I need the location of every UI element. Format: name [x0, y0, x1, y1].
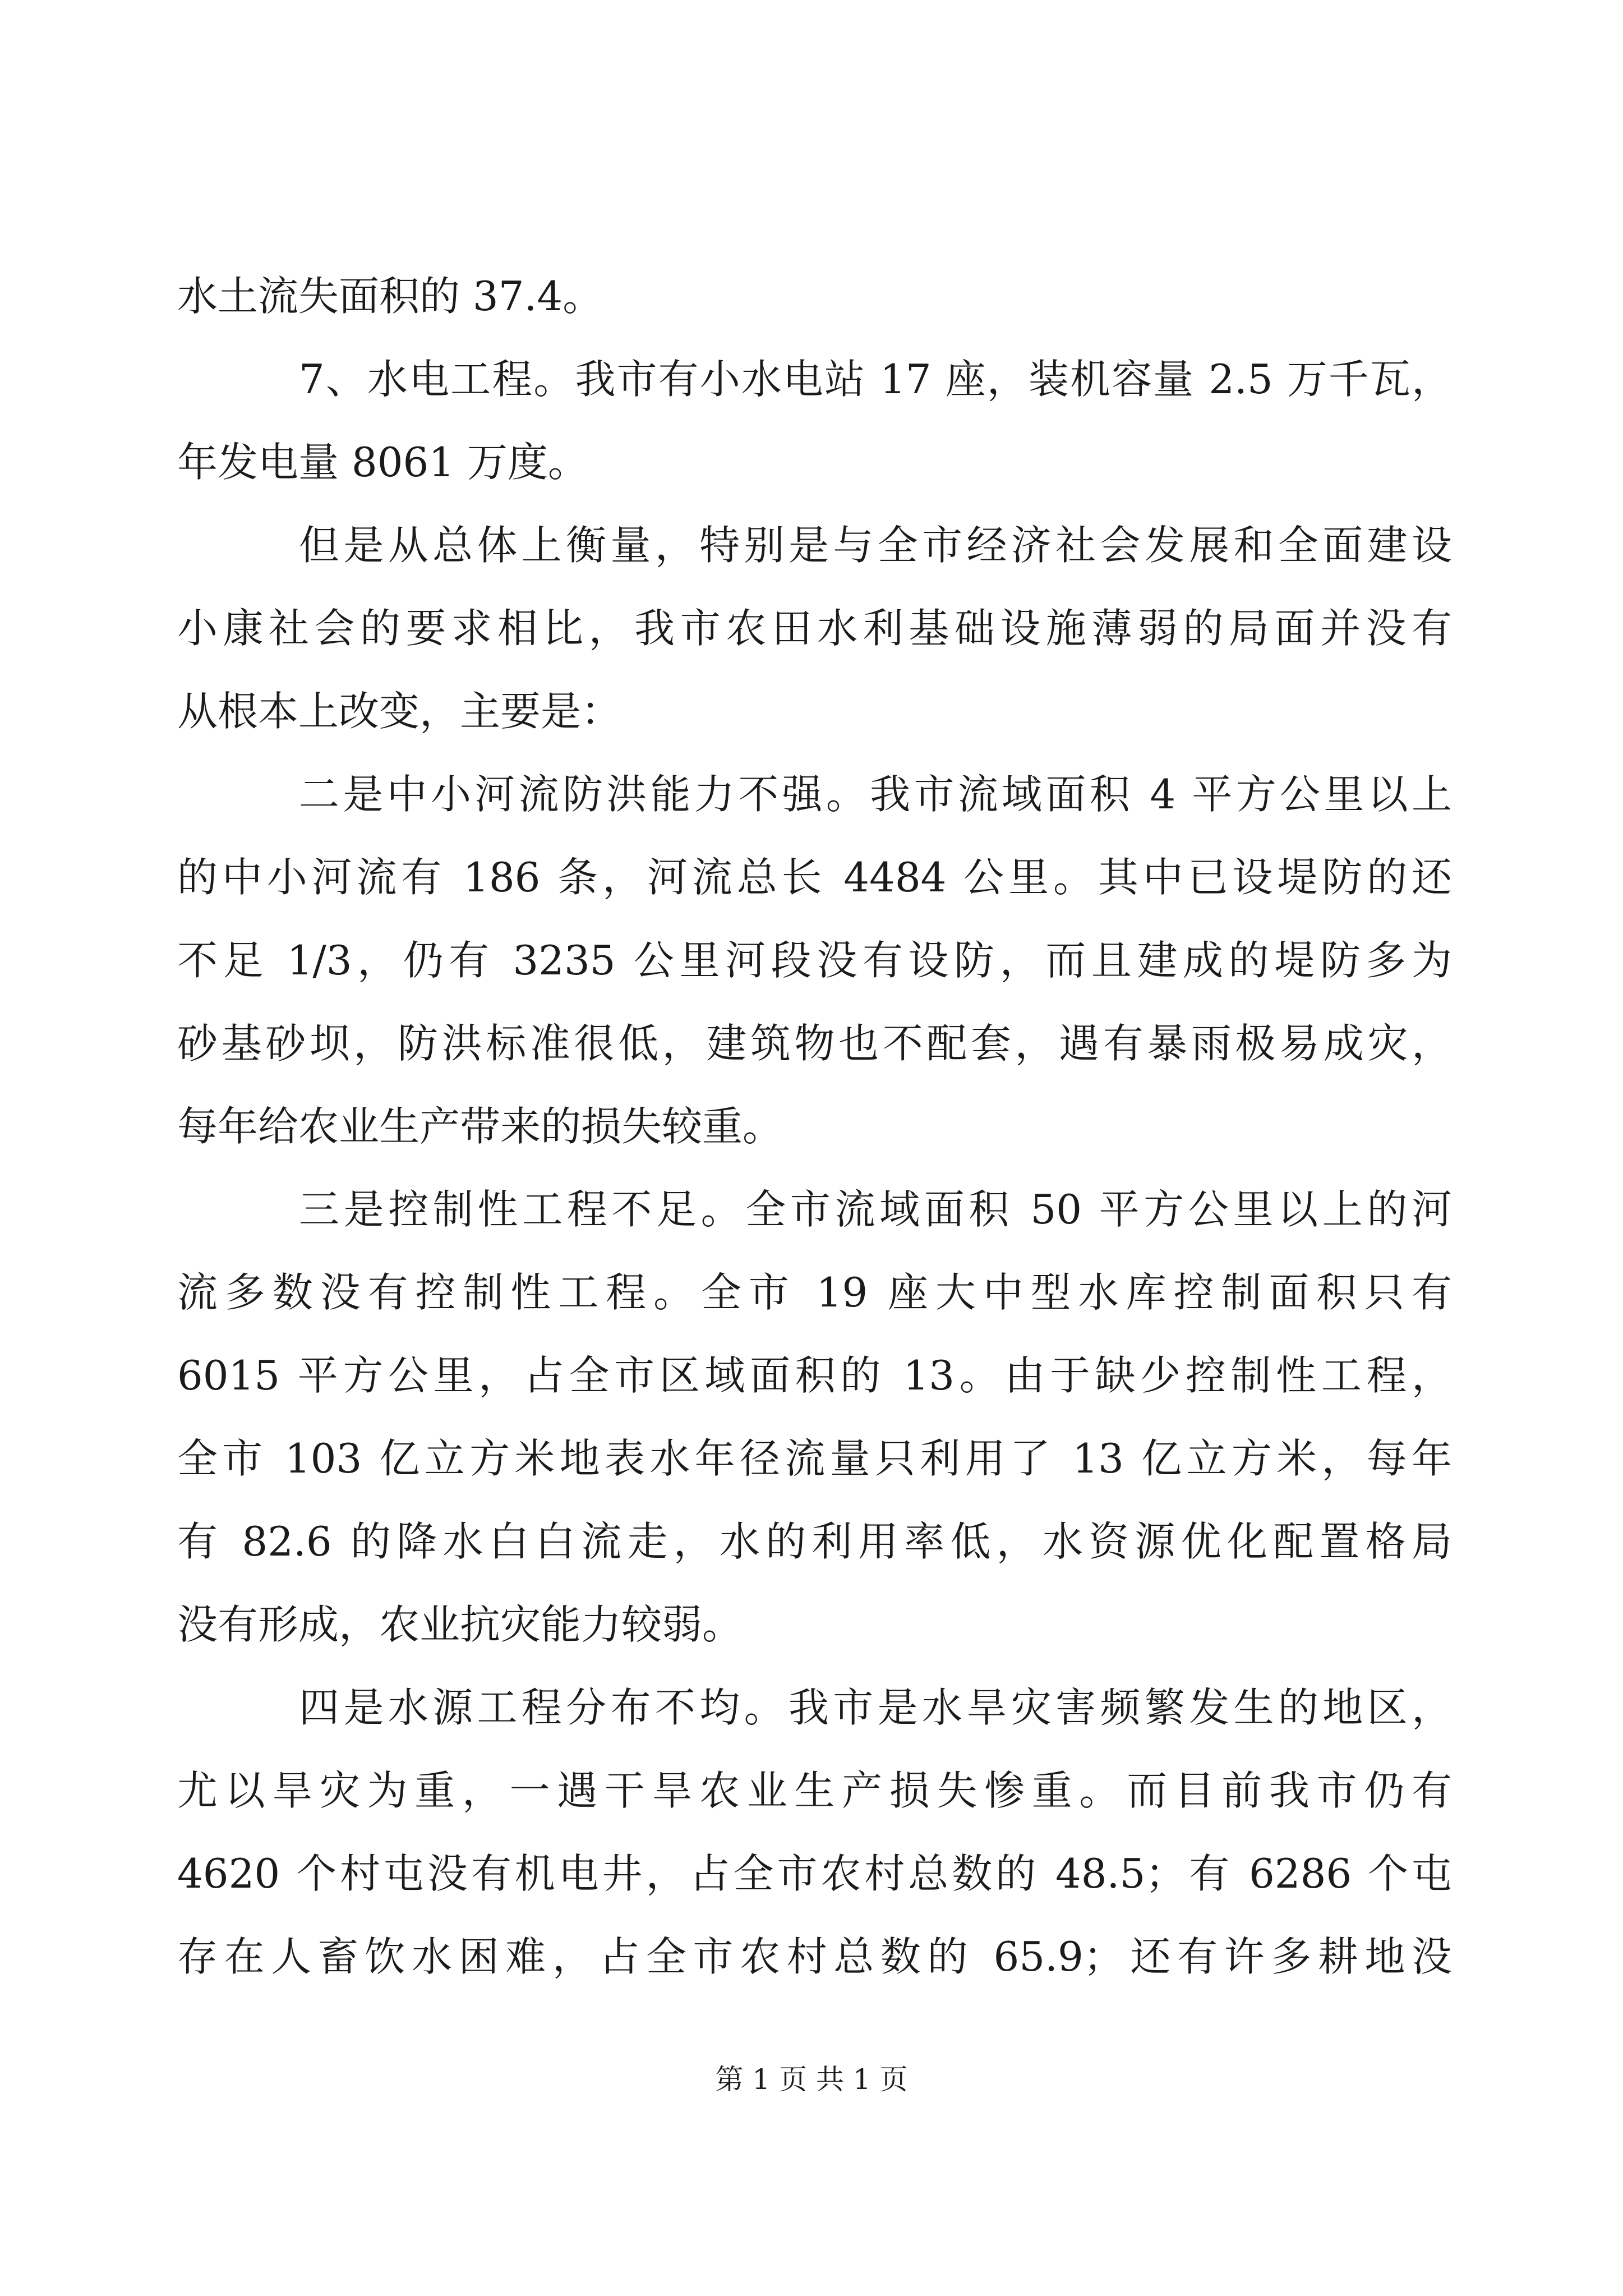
paragraph	[177, 255, 1452, 338]
paragraph-line: 存在人畜饮水困难，占全市农村总数的 65.9；还有许多耕地没	[177, 1933, 1452, 1980]
paragraph-line: 尤以旱灾为重，一遇干旱农业生产损失惨重。而目前我市仍有	[177, 1767, 1452, 1814]
paragraph	[177, 1666, 1452, 1998]
paragraph-line: 但是从总体上衡量，特别是与全市经济社会发展和全面建设	[299, 522, 1452, 569]
paragraph-line: 三是控制性工程不足。全市流域面积 50 平方公里以上的河	[299, 1186, 1452, 1233]
paragraph-line: 四是水源工程分布不均。我市是水旱灾害频繁发生的地区，	[299, 1684, 1452, 1731]
paragraph	[177, 504, 1452, 753]
paragraph-line: 每年给农业生产带来的损失较重。	[177, 1103, 783, 1150]
paragraph-line: 全市 103 亿立方米地表水年径流量只利用了 13 亿立方米，每年	[177, 1435, 1452, 1482]
paragraph	[177, 1168, 1452, 1666]
paragraph	[177, 338, 1452, 504]
paragraph-line: 从根本上改变，主要是：	[177, 688, 622, 735]
page-footer: 第 1 页 共 1 页	[715, 2063, 908, 2096]
paragraph-line: 的中小河流有 186 条，河流总长 4484 公里。其中已设堤防的还	[177, 854, 1452, 901]
paragraph-line: 小康社会的要求相比，我市农田水利基础设施薄弱的局面并没有	[177, 605, 1452, 652]
paragraph-line: 没有形成，农业抗灾能力较弱。	[177, 1601, 743, 1648]
paragraph-line: 有 82.6 的降水白白流走，水的利用率低，水资源优化配置格局	[177, 1518, 1452, 1565]
paragraph-line: 4620 个村屯没有机电井，占全市农村总数的 48.5；有 6286 个屯	[177, 1850, 1452, 1897]
paragraph-line: 年发电量 8061 万度。	[177, 439, 589, 486]
paragraph-line: 不足 1/3，仍有 3235 公里河段没有设防，而且建成的堤防多为	[177, 937, 1452, 984]
paragraph-line: 流多数没有控制性工程。全市 19 座大中型水库控制面积只有	[177, 1269, 1452, 1316]
paragraph-line: 水土流失面积的 37.4。	[177, 273, 603, 320]
paragraph	[177, 753, 1452, 1168]
paragraph-line: 7、水电工程。我市有小水电站 17 座，装机容量 2.5 万千瓦，	[299, 356, 1452, 403]
paragraph-line: 二是中小河流防洪能力不强。我市流域面积 4 平方公里以上	[299, 771, 1452, 818]
paragraph-line: 6015 平方公里，占全市区域面积的 13。由于缺少控制性工程，	[177, 1352, 1452, 1399]
document-body	[177, 255, 1452, 1998]
paragraph-line: 砂基砂坝，防洪标准很低，建筑物也不配套，遇有暴雨极易成灾，	[177, 1020, 1452, 1067]
